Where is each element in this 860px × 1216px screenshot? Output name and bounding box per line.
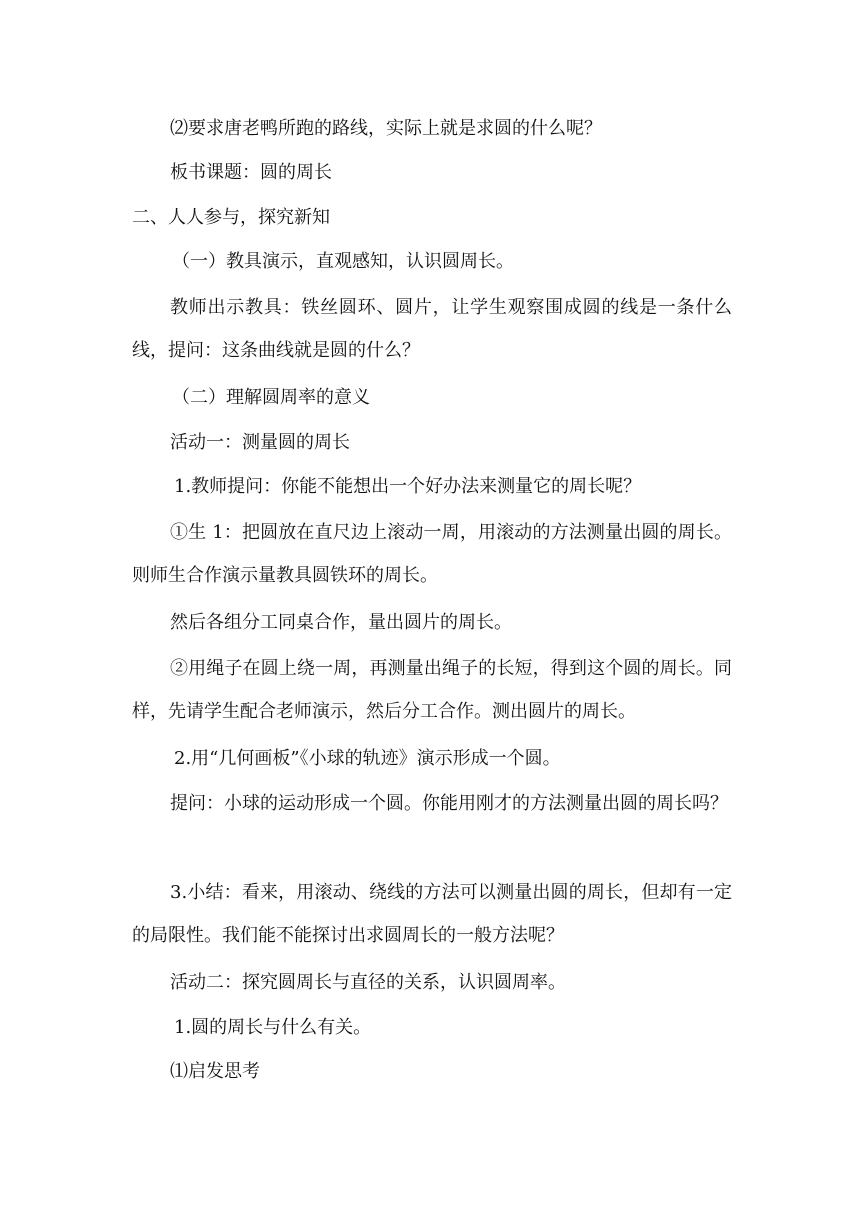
- paragraph-rope-method: ②用绳子在圆上绕一周，再测量出绳子的长短，得到这个圆的周长。同样，先请学生配合老师演示，然后分工合作。测出圆片的周长。: [132, 658, 732, 722]
- geometry-demo-line: 2.用“几何画板”《小球的轨迹》演示形成一个圆。: [174, 748, 561, 769]
- question-line: ⑵要求唐老鸭所跑的路线，实际上就是求圆的什么呢？: [170, 118, 602, 139]
- paragraph-rolling-method: ①生 1：把圆放在直尺边上滚动一周，用滚动的方法测量出圆的周长。则师生合作演示量教具圆铁环的周长。: [132, 522, 732, 586]
- subsection-heading-1: （一）教具演示，直观感知，认识圆周长。: [172, 251, 514, 272]
- group-work-line: 然后各组分工同桌合作，量出圆片的周长。: [170, 612, 512, 633]
- circumference-factor-line: 1.圆的周长与什么有关。: [174, 1017, 372, 1038]
- blackboard-title-line: 板书课题：圆的周长: [170, 162, 332, 183]
- teacher-question-line: 1.教师提问：你能不能想出一个好办法来测量它的周长呢？: [174, 476, 642, 497]
- subsection-heading-2: （二）理解圆周率的意义: [172, 387, 370, 408]
- section-heading: 二、人人参与，探究新知: [132, 207, 330, 228]
- paragraph-ball-question: 提问：小球的运动形成一个圆。你能用刚才的方法测量出圆的周长吗？: [170, 793, 728, 814]
- inspire-thinking-line: ⑴启发思考: [170, 1061, 260, 1082]
- activity-two-heading: 活动二：探究圆周长与直径的关系，认识圆周率。: [170, 972, 566, 993]
- paragraph-summary: 3.小结：看来，用滚动、绕线的方法可以测量出圆的周长，但却有一定的局限性。我们能不能探讨出求圆周长的一般方法呢？: [132, 882, 732, 946]
- paragraph-teaching-aids: 教师出示教具：铁丝圆环、圆片，让学生观察围成圆的线是一条什么线，提问：这条曲线就是圆的什么？: [132, 297, 732, 361]
- activity-one-heading: 活动一：测量圆的周长: [170, 432, 350, 453]
